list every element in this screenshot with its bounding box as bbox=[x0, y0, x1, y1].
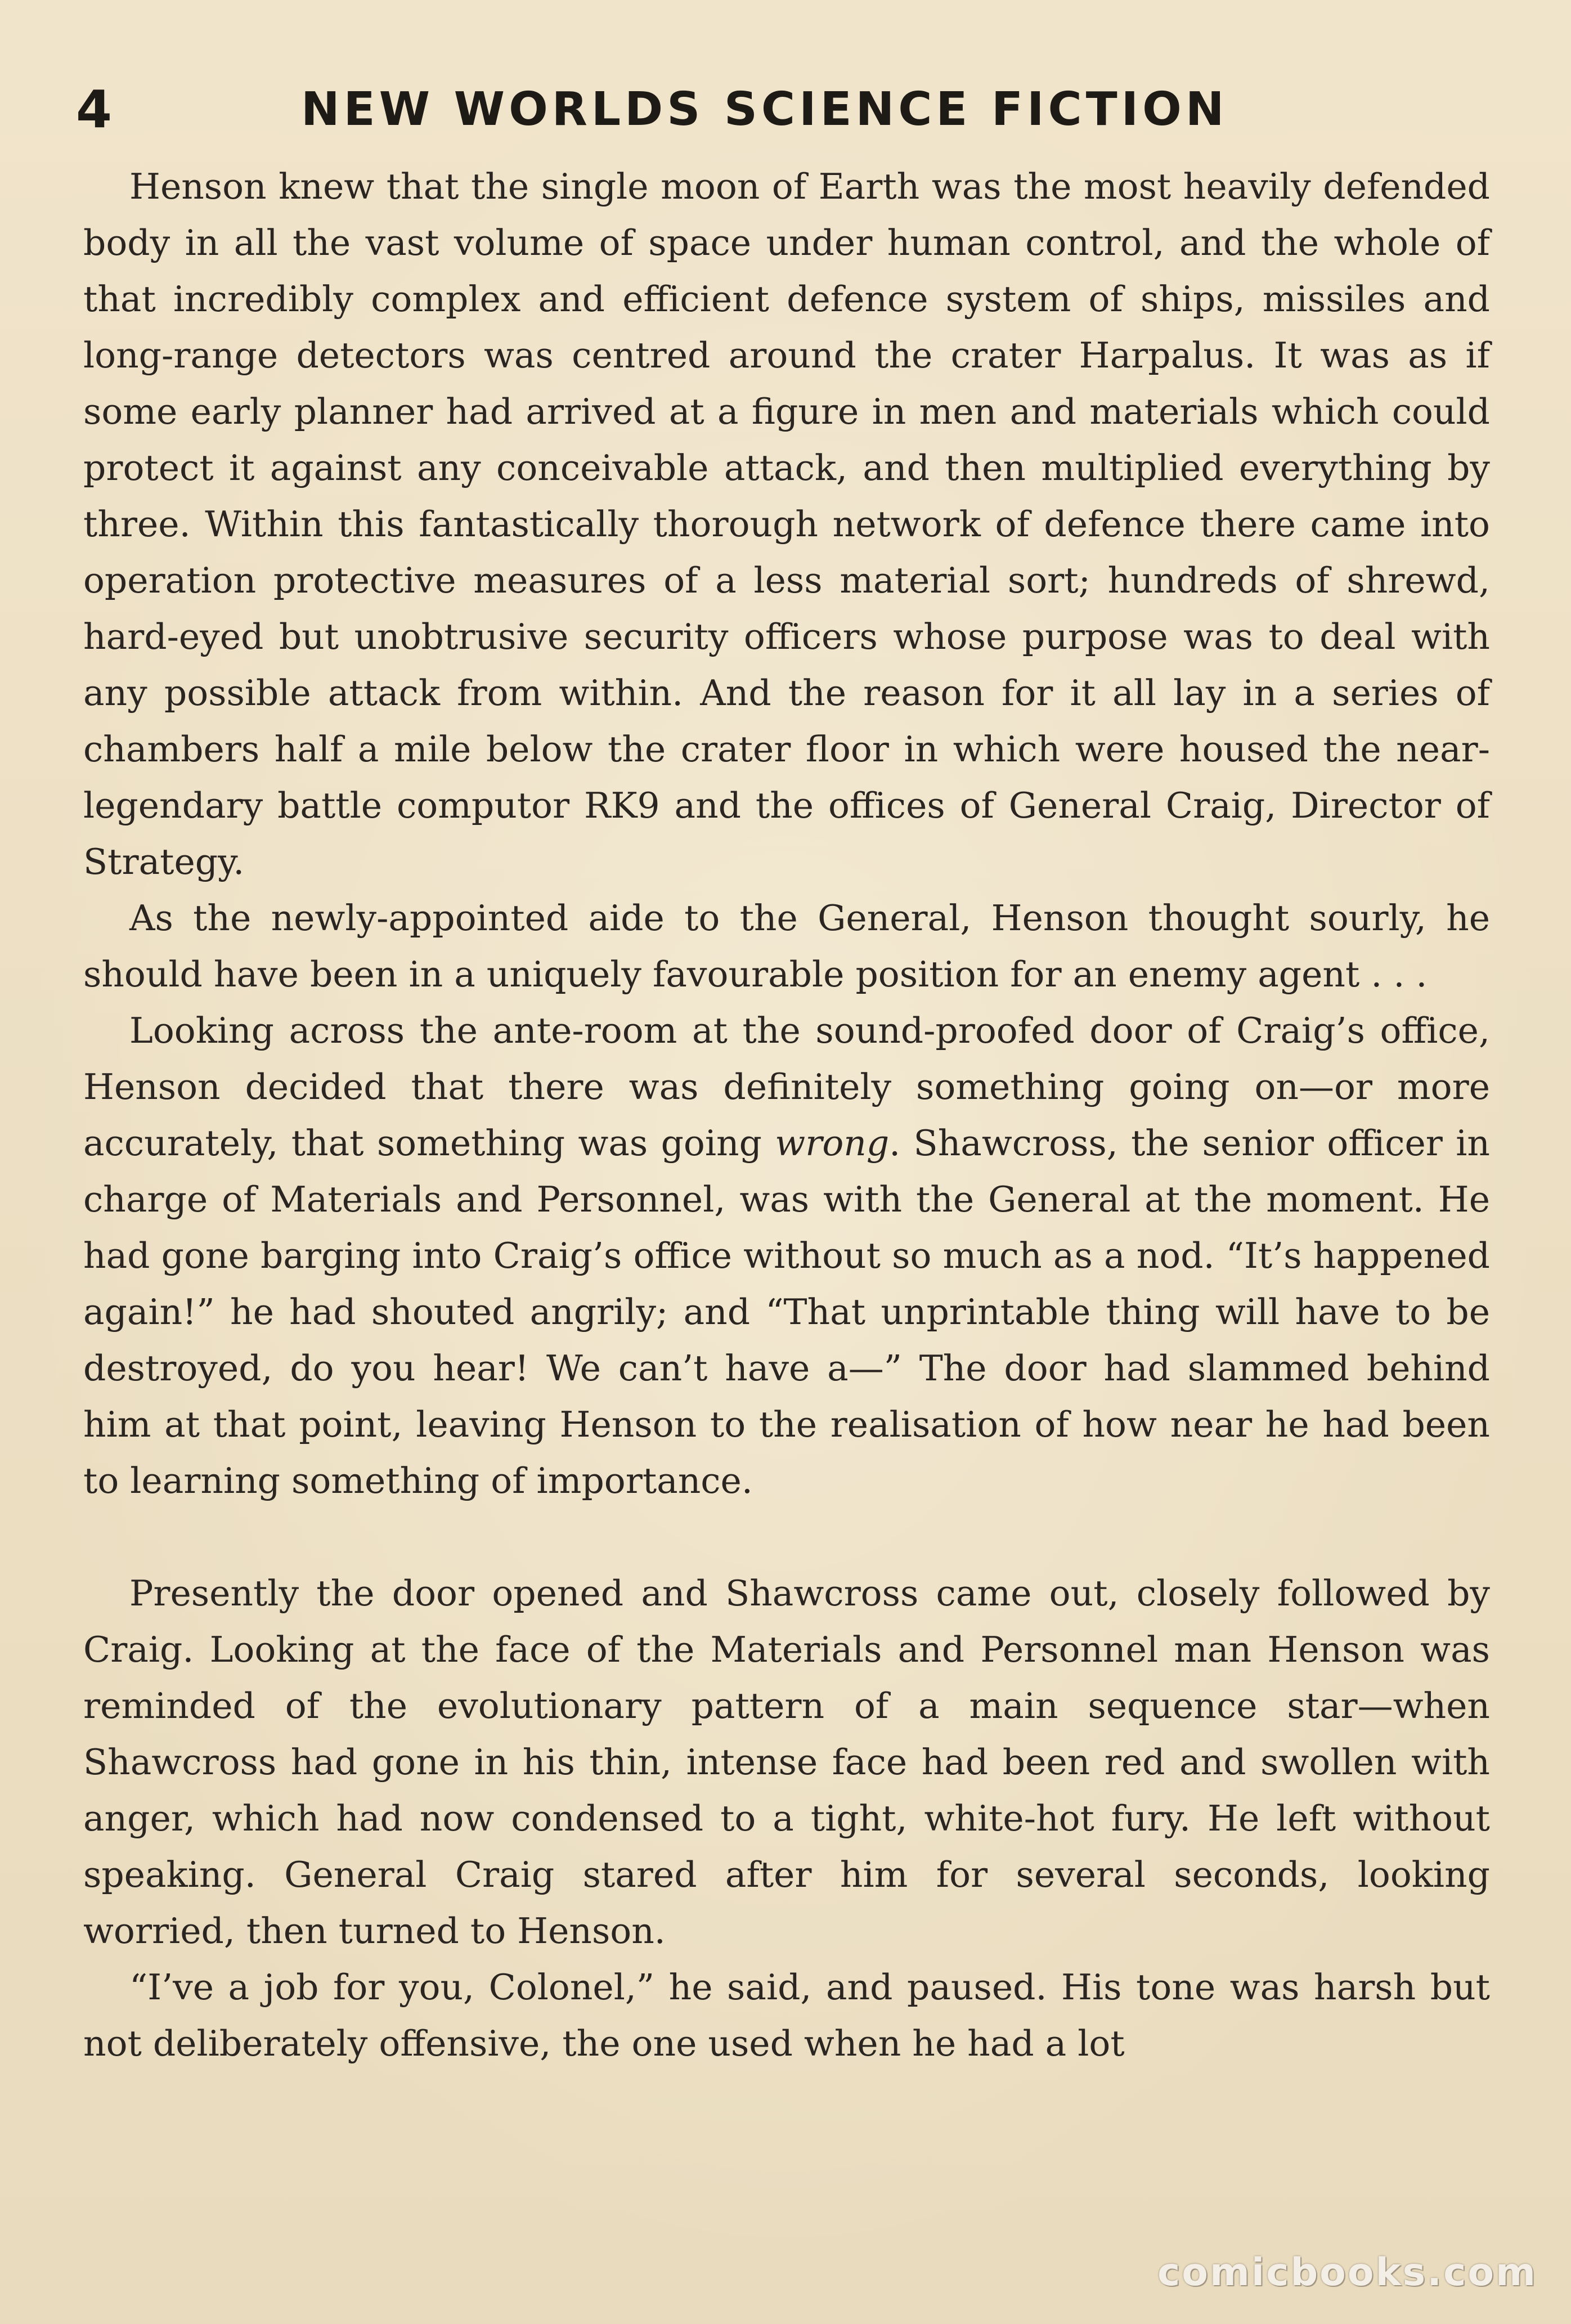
paragraph-3-text-end: . Shawcross, the senior officer in charge of Materials and Personnel, was with the General at the moment. He had gone barging into Craig’s office without so much as a nod. “It’s happened again!” he had shouted angrily; and “That unprintable thing will have to be destroyed, do you hear! We can’t have a—” The door had slammed behind him at that point, leaving Henson to the realisation of how near he had been to learning something of importance. bbox=[83, 1123, 1490, 1501]
paragraph-1: Henson knew that the single moon of Earth was the most heavily defended body in all the vast volume of space under human control, and the whole of that incredibly complex and efficient defence system of ships, missiles and long-range detectors was centred around the crater Harpalus. It was as if some early planner had arrived at a figure in men and materials which could protect it against any conceivable attack, and then multiplied everything by three. Within this fantastically thorough network of defence there came into operation protective measures of a less material sort; hundreds of shrewd, hard-eyed but unobtrusive security officers whose purpose was to deal with any possible attack from within. And the reason for it all lay in a series of chambers half a mile below the crater floor in which were housed the near-legendary battle computor RK9 and the offices of General Craig, Director of Strategy. bbox=[83, 166, 1490, 882]
page-number: 4 bbox=[76, 79, 113, 140]
paragraph-3-text-start: Looking across the ante-room at the sound-proofed door of Craig’s office, Henson decided that there was definitely something going on—or more accurately, that something was going bbox=[83, 1010, 1490, 1164]
running-header bbox=[76, 79, 1483, 141]
watermark: comicbooks.com bbox=[1157, 2250, 1537, 2295]
running-title: NEW WORLDS SCIENCE FICTION bbox=[301, 83, 1228, 136]
paragraph-2: As the newly-appointed aide to the General, Henson thought sourly, he should have been in a uniquely favourable position for an enemy agent . . . bbox=[83, 898, 1490, 995]
paragraph-4: Presently the door opened and Shawcross came out, closely followed by Craig. Looking at the face of the Materials and Personnel man Henson was reminded of the evolutionary pattern of a main sequence star—when Shawcross had gone in his thin, intense face had been red and swollen with anger, which had now condensed to a tight, white-hot fury. He left without speaking. General Craig stared after him for several seconds, looking worried, then turned to Henson. bbox=[83, 1573, 1490, 1951]
paragraph-3-italic-word: wrong bbox=[775, 1123, 890, 1164]
paragraph-3 bbox=[83, 1003, 1490, 1509]
story-text bbox=[83, 159, 1490, 2072]
paragraph-5: “I’ve a job for you, Colonel,” he said, and paused. His tone was harsh but not deliberately offensive, the one used when he had a lot bbox=[83, 1967, 1490, 2064]
